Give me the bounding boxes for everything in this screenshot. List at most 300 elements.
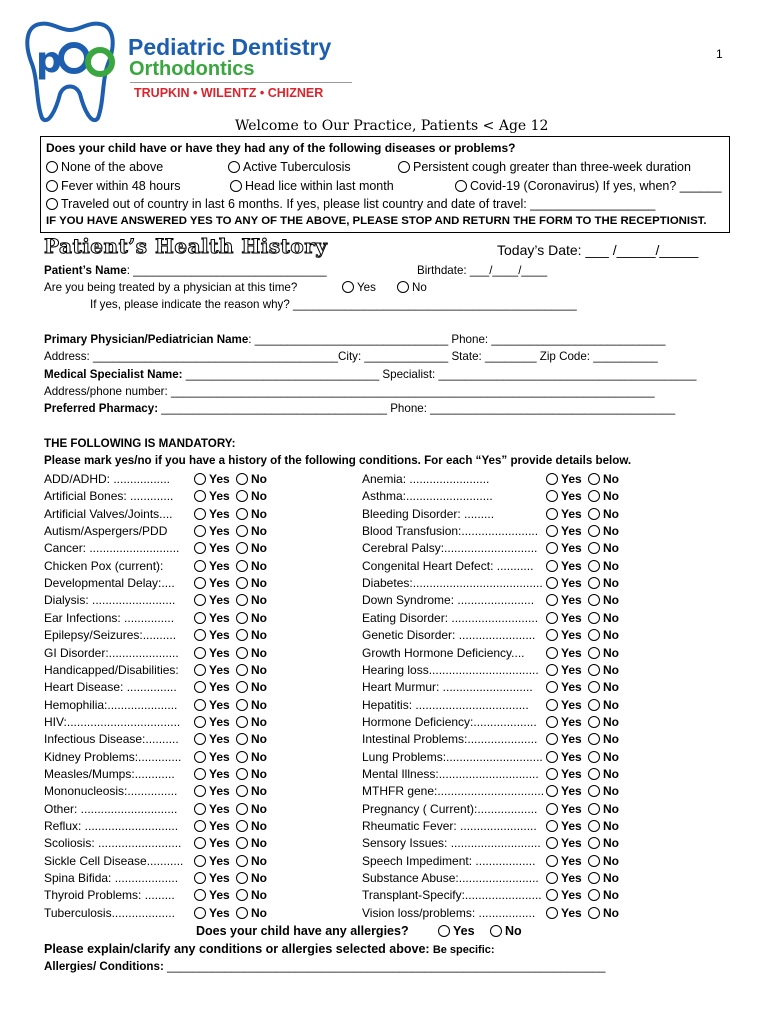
radio-no[interactable] <box>588 647 600 659</box>
allergy-yes[interactable]: Yes <box>438 924 475 938</box>
radio-no[interactable] <box>236 542 248 554</box>
radio-no[interactable] <box>236 473 248 485</box>
condition-yes-option[interactable]: Yes <box>194 523 230 540</box>
radio-yes[interactable] <box>194 751 206 763</box>
radio-allergy-yes[interactable] <box>438 925 450 937</box>
radio-yes[interactable] <box>194 699 206 711</box>
radio-yes[interactable] <box>194 629 206 641</box>
be-specific: Be specific: <box>432 944 495 956</box>
radio-yes[interactable] <box>194 733 206 745</box>
condition-row <box>362 679 682 696</box>
condition-label: Scoliosis: ......................... <box>44 836 182 851</box>
condition-label: Thyroid Problems: ......... <box>44 888 175 903</box>
condition-row <box>362 506 682 523</box>
condition-yes-option[interactable]: Yes <box>546 679 582 696</box>
radio-yes[interactable] <box>546 681 558 693</box>
condition-no-option[interactable]: No <box>236 783 267 800</box>
condition-no-option[interactable]: No <box>588 523 619 540</box>
radio-yes[interactable] <box>546 751 558 763</box>
radio-no[interactable] <box>236 664 248 676</box>
condition-no-option[interactable]: No <box>236 731 267 748</box>
radio-yes[interactable] <box>546 612 558 624</box>
radio-yes[interactable] <box>194 577 206 589</box>
condition-no-option[interactable]: No <box>236 506 267 523</box>
condition-yes-option[interactable]: Yes <box>194 592 230 609</box>
radio-yes[interactable] <box>546 785 558 797</box>
option-tb[interactable]: Active Tuberculosis <box>228 160 351 174</box>
radio-no[interactable] <box>588 751 600 763</box>
radio-yes[interactable] <box>546 820 558 832</box>
radio-yes[interactable] <box>546 647 558 659</box>
condition-yes-option[interactable]: Yes <box>194 818 230 835</box>
radio-yes[interactable] <box>194 855 206 867</box>
condition-no-option[interactable]: No <box>588 749 619 766</box>
condition-label: Ear Infections: ............... <box>44 610 175 625</box>
treated-no[interactable]: No <box>397 281 427 294</box>
condition-yes-option[interactable]: Yes <box>546 887 582 904</box>
condition-row <box>362 749 682 766</box>
condition-no-option[interactable]: No <box>588 558 619 575</box>
condition-yes-option[interactable]: Yes <box>546 835 582 852</box>
condition-row <box>362 662 682 679</box>
condition-label: Spina Bifida: ................... <box>44 871 179 886</box>
condition-no-option[interactable]: No <box>236 610 267 627</box>
radio-no[interactable] <box>588 664 600 676</box>
condition-yes-option[interactable]: Yes <box>546 905 582 922</box>
condition-no-option[interactable]: No <box>588 679 619 696</box>
condition-no-option[interactable]: No <box>588 575 619 592</box>
condition-yes-option[interactable]: Yes <box>194 905 230 922</box>
radio-allergy-no[interactable] <box>490 925 502 937</box>
condition-yes-option[interactable]: Yes <box>194 679 230 696</box>
condition-row <box>362 592 682 609</box>
condition-label: Chicken Pox (current): <box>44 558 164 573</box>
radio-no[interactable] <box>236 699 248 711</box>
radio-no[interactable] <box>588 820 600 832</box>
radio-yes[interactable] <box>546 525 558 537</box>
condition-yes-option[interactable]: Yes <box>546 766 582 783</box>
condition-label: Kidney Problems:............. <box>44 749 182 764</box>
condition-no-option[interactable]: No <box>588 870 619 887</box>
radio-yes[interactable] <box>546 768 558 780</box>
radio-no[interactable] <box>588 785 600 797</box>
condition-row <box>44 905 364 922</box>
radio-no[interactable] <box>588 508 600 520</box>
condition-label: Down Syndrome: ....................... <box>362 593 535 608</box>
condition-label: Bleeding Disorder: ......... <box>362 506 495 521</box>
radio-yes[interactable] <box>546 577 558 589</box>
radio-covid[interactable] <box>455 180 467 192</box>
condition-no-option[interactable]: No <box>236 835 267 852</box>
condition-yes-option[interactable]: Yes <box>546 697 582 714</box>
radio-no[interactable] <box>588 889 600 901</box>
radio-no[interactable] <box>588 612 600 624</box>
condition-label: Diabetes:....................................... <box>362 576 543 591</box>
condition-yes-option[interactable]: Yes <box>546 714 582 731</box>
condition-yes-option[interactable]: Yes <box>194 575 230 592</box>
condition-yes-option[interactable]: Yes <box>194 714 230 731</box>
radio-yes[interactable] <box>194 785 206 797</box>
condition-no-option[interactable]: No <box>588 818 619 835</box>
option-fever[interactable]: Fever within 48 hours <box>46 179 181 193</box>
radio-treated-yes[interactable] <box>342 281 354 293</box>
radio-yes[interactable] <box>546 889 558 901</box>
condition-no-option[interactable]: No <box>236 801 267 818</box>
condition-no-option[interactable]: No <box>588 540 619 557</box>
radio-no[interactable] <box>236 681 248 693</box>
radio-yes[interactable] <box>194 612 206 624</box>
radio-no[interactable] <box>236 594 248 606</box>
condition-yes-option[interactable]: Yes <box>546 523 582 540</box>
radio-yes[interactable] <box>546 855 558 867</box>
condition-label: Eating Disorder: .......................... <box>362 610 539 625</box>
radio-no[interactable] <box>588 490 600 502</box>
allergy-no[interactable]: No <box>490 924 522 938</box>
condition-yes-option[interactable]: Yes <box>546 870 582 887</box>
radio-yes[interactable] <box>194 490 206 502</box>
page-number: 1 <box>716 47 723 61</box>
condition-yes-option[interactable]: Yes <box>194 766 230 783</box>
radio-no[interactable] <box>588 560 600 572</box>
radio-yes[interactable] <box>546 699 558 711</box>
brand-divider <box>130 82 352 83</box>
condition-yes-option[interactable]: Yes <box>194 662 230 679</box>
condition-row <box>44 558 364 575</box>
radio-cough[interactable] <box>398 161 410 173</box>
mandatory-instructions: Please mark yes/no if you have a history of the following conditions. For each “Yes” provide details below. <box>44 454 632 467</box>
patient-name-field[interactable] <box>44 264 327 277</box>
radio-yes[interactable] <box>546 542 558 554</box>
radio-yes[interactable] <box>194 508 206 520</box>
condition-row <box>44 887 364 904</box>
condition-no-option[interactable]: No <box>236 714 267 731</box>
condition-no-option[interactable]: No <box>236 662 267 679</box>
condition-yes-option[interactable]: Yes <box>546 592 582 609</box>
radio-no[interactable] <box>236 560 248 572</box>
radio-no[interactable] <box>588 542 600 554</box>
radio-no[interactable] <box>236 612 248 624</box>
radio-no[interactable] <box>588 594 600 606</box>
condition-no-option[interactable]: No <box>588 610 619 627</box>
condition-yes-option[interactable]: Yes <box>194 488 230 505</box>
condition-yes-option[interactable]: Yes <box>546 506 582 523</box>
condition-label: Rheumatic Fever: ....................... <box>362 819 537 833</box>
condition-row <box>362 905 682 922</box>
radio-yes[interactable] <box>546 560 558 572</box>
condition-no-option[interactable]: No <box>236 905 267 922</box>
condition-row <box>44 506 364 523</box>
condition-yes-option[interactable]: Yes <box>546 749 582 766</box>
radio-no[interactable] <box>236 577 248 589</box>
radio-yes[interactable] <box>194 473 206 485</box>
condition-label: MTHFR gene:................................ <box>362 784 545 799</box>
condition-yes-option[interactable]: Yes <box>546 610 582 627</box>
radio-no[interactable] <box>588 837 600 849</box>
condition-no-option[interactable]: No <box>236 749 267 766</box>
condition-yes-option[interactable]: Yes <box>194 471 230 488</box>
condition-row <box>44 714 364 731</box>
radio-no[interactable] <box>588 525 600 537</box>
condition-yes-option[interactable]: Yes <box>546 627 582 644</box>
radio-yes[interactable] <box>194 664 206 676</box>
condition-yes-option[interactable]: Yes <box>194 627 230 644</box>
condition-row <box>362 887 682 904</box>
radio-travel[interactable] <box>46 198 58 210</box>
condition-label: Reflux: ............................ <box>44 819 179 833</box>
radio-no[interactable] <box>588 872 600 884</box>
condition-yes-option[interactable]: Yes <box>194 506 230 523</box>
radio-no[interactable] <box>588 733 600 745</box>
radio-no[interactable] <box>236 647 248 659</box>
radio-no[interactable] <box>236 837 248 849</box>
condition-label: Congenital Heart Defect: ........... <box>362 558 534 573</box>
radio-no[interactable] <box>236 716 248 728</box>
todays-date[interactable]: Today’s Date: ___ /_____/_____ <box>497 242 699 258</box>
condition-no-option[interactable]: No <box>236 488 267 505</box>
condition-yes-option[interactable]: Yes <box>546 783 582 800</box>
condition-no-option[interactable]: No <box>588 627 619 644</box>
radio-no[interactable] <box>588 699 600 711</box>
condition-yes-option[interactable]: Yes <box>194 749 230 766</box>
condition-no-option[interactable]: No <box>588 714 619 731</box>
condition-no-option[interactable]: No <box>236 818 267 835</box>
radio-yes[interactable] <box>194 542 206 554</box>
condition-no-option[interactable]: No <box>236 853 267 870</box>
radio-no[interactable] <box>236 803 248 815</box>
specialist-field[interactable]: Medical Specialist Name: ______________________________ Specialist: ________________________________________ <box>44 368 697 381</box>
condition-no-option[interactable]: No <box>588 645 619 662</box>
condition-no-option[interactable]: No <box>236 523 267 540</box>
condition-label: ADD/ADHD: ................. <box>44 472 171 486</box>
radio-yes[interactable] <box>194 560 206 572</box>
radio-no[interactable] <box>588 473 600 485</box>
condition-label: Lung Problems:............................. <box>362 749 543 764</box>
condition-no-option[interactable]: No <box>236 697 267 714</box>
condition-no-option[interactable]: No <box>588 783 619 800</box>
condition-row <box>44 645 364 662</box>
radio-fever[interactable] <box>46 180 58 192</box>
radio-no[interactable] <box>236 751 248 763</box>
treated-yes[interactable]: Yes <box>342 281 376 294</box>
logo <box>18 14 138 124</box>
radio-yes[interactable] <box>194 837 206 849</box>
option-none[interactable]: None of the above <box>46 160 163 174</box>
condition-yes-option[interactable]: Yes <box>546 818 582 835</box>
condition-yes-option[interactable]: Yes <box>194 783 230 800</box>
screening-question: Does your child have or have they had any of the following diseases or problems? <box>46 141 516 155</box>
allergies-field[interactable]: Allergies/ Conditions: ____________________________________________________________________ <box>44 960 606 973</box>
radio-no[interactable] <box>236 490 248 502</box>
condition-yes-option[interactable]: Yes <box>194 610 230 627</box>
condition-no-option[interactable]: No <box>588 766 619 783</box>
physician-label: Primary Physician/Pediatrician Name <box>44 333 249 346</box>
radio-yes[interactable] <box>546 594 558 606</box>
condition-row <box>362 575 682 592</box>
radio-yes[interactable] <box>546 872 558 884</box>
radio-yes[interactable] <box>546 490 558 502</box>
radio-no[interactable] <box>236 907 248 919</box>
condition-label: Vision loss/problems: ................. <box>362 905 536 920</box>
condition-yes-option[interactable]: Yes <box>546 801 582 818</box>
radio-yes[interactable] <box>546 473 558 485</box>
condition-no-option[interactable]: No <box>588 853 619 870</box>
radio-no[interactable] <box>236 855 248 867</box>
condition-no-option[interactable]: No <box>236 766 267 783</box>
radio-yes[interactable] <box>546 508 558 520</box>
condition-no-option[interactable]: No <box>588 697 619 714</box>
condition-yes-option[interactable]: Yes <box>546 662 582 679</box>
radio-no[interactable] <box>236 525 248 537</box>
condition-no-option[interactable]: No <box>236 870 267 887</box>
condition-row <box>44 766 364 783</box>
condition-label: Mononucleosis:............... <box>44 784 178 799</box>
condition-row <box>362 853 682 870</box>
radio-lice[interactable] <box>230 180 242 192</box>
condition-row <box>362 558 682 575</box>
radio-treated-no[interactable] <box>397 281 409 293</box>
condition-no-option[interactable]: No <box>236 645 267 662</box>
condition-label: Sensory Issues: ........................... <box>362 836 541 851</box>
condition-yes-option[interactable]: Yes <box>546 471 582 488</box>
radio-no[interactable] <box>588 855 600 867</box>
radio-no[interactable] <box>588 803 600 815</box>
radio-yes[interactable] <box>194 716 206 728</box>
condition-row <box>362 645 682 662</box>
condition-yes-option[interactable]: Yes <box>194 853 230 870</box>
condition-yes-option[interactable]: Yes <box>194 645 230 662</box>
condition-yes-option[interactable]: Yes <box>194 558 230 575</box>
radio-no[interactable] <box>588 768 600 780</box>
radio-yes[interactable] <box>546 837 558 849</box>
pharmacy-field[interactable]: Preferred Pharmacy: ___________________________________ Phone: ______________________________________ <box>44 402 676 415</box>
condition-no-option[interactable]: No <box>236 627 267 644</box>
condition-no-option[interactable]: No <box>236 540 267 557</box>
radio-no[interactable] <box>236 889 248 901</box>
condition-label: Intestinal Problems:..................... <box>362 732 538 747</box>
condition-row <box>362 610 682 627</box>
condition-no-option[interactable]: No <box>588 592 619 609</box>
address-field[interactable]: Address: ______________________________________City: _____________ State: ________ Zip Code: __________ <box>44 350 658 363</box>
stop-warning: IF YOU HAVE ANSWERED YES TO ANY OF THE ABOVE, PLEASE STOP AND RETURN THE FORM TO THE RECEPTIONIST. <box>46 215 707 227</box>
condition-no-option[interactable]: No <box>588 835 619 852</box>
condition-no-option[interactable]: No <box>236 592 267 609</box>
condition-yes-option[interactable]: Yes <box>546 645 582 662</box>
condition-no-option[interactable]: No <box>588 801 619 818</box>
condition-label: Mental Illness:.............................. <box>362 766 539 781</box>
birthdate-field[interactable]: Birthdate: ___/____/____ <box>417 264 548 277</box>
condition-yes-option[interactable]: Yes <box>546 853 582 870</box>
condition-yes-option[interactable]: Yes <box>194 835 230 852</box>
reason-field[interactable]: If yes, please indicate the reason why? ____________________________________________ <box>90 298 577 311</box>
radio-no[interactable] <box>588 577 600 589</box>
condition-no-option[interactable]: No <box>588 731 619 748</box>
condition-no-option[interactable]: No <box>588 506 619 523</box>
tooth-logo-icon <box>18 14 138 124</box>
radio-no[interactable] <box>588 907 600 919</box>
radio-yes[interactable] <box>546 733 558 745</box>
condition-no-option[interactable]: No <box>588 662 619 679</box>
condition-no-option[interactable]: No <box>236 558 267 575</box>
radio-none[interactable] <box>46 161 58 173</box>
condition-row <box>44 835 364 852</box>
radio-yes[interactable] <box>194 681 206 693</box>
condition-yes-option[interactable]: Yes <box>194 697 230 714</box>
radio-no[interactable] <box>588 629 600 641</box>
radio-tb[interactable] <box>228 161 240 173</box>
radio-no[interactable] <box>236 768 248 780</box>
condition-yes-option[interactable]: Yes <box>546 558 582 575</box>
condition-yes-option[interactable]: Yes <box>194 887 230 904</box>
condition-row <box>44 662 364 679</box>
radio-yes[interactable] <box>194 820 206 832</box>
condition-row <box>362 471 682 488</box>
condition-no-option[interactable]: No <box>588 905 619 922</box>
doctor-names: TRUPKIN • WILENTZ • CHIZNER <box>134 86 324 100</box>
radio-yes[interactable] <box>194 907 206 919</box>
radio-no[interactable] <box>236 785 248 797</box>
radio-yes[interactable] <box>194 768 206 780</box>
condition-yes-option[interactable]: Yes <box>194 870 230 887</box>
radio-no[interactable] <box>236 872 248 884</box>
condition-yes-option[interactable]: Yes <box>194 540 230 557</box>
condition-no-option[interactable]: No <box>236 679 267 696</box>
radio-yes[interactable] <box>194 889 206 901</box>
condition-yes-option[interactable]: Yes <box>194 731 230 748</box>
radio-no[interactable] <box>236 733 248 745</box>
radio-yes[interactable] <box>194 647 206 659</box>
option-cough[interactable]: Persistent cough greater than three-week duration <box>398 160 691 174</box>
condition-label: Speech Impediment: .................. <box>362 853 536 868</box>
address-phone-field[interactable]: Address/phone number: ___________________________________________________________________________ <box>44 385 655 398</box>
physician-field[interactable]: Primary Physician/Pediatrician Name: ______________________________ Phone: ___________________________ <box>44 333 666 346</box>
condition-label: Infectious Disease:.......... <box>44 732 179 747</box>
radio-yes[interactable] <box>194 803 206 815</box>
condition-no-option[interactable]: No <box>588 887 619 904</box>
condition-yes-option[interactable]: Yes <box>194 801 230 818</box>
radio-no[interactable] <box>236 508 248 520</box>
condition-row <box>362 835 682 852</box>
radio-yes[interactable] <box>194 594 206 606</box>
radio-yes[interactable] <box>546 716 558 728</box>
radio-no[interactable] <box>588 716 600 728</box>
condition-no-option[interactable]: No <box>236 575 267 592</box>
radio-yes[interactable] <box>194 525 206 537</box>
radio-yes[interactable] <box>546 629 558 641</box>
option-lice[interactable]: Head lice within last month <box>230 179 394 193</box>
condition-row <box>362 540 682 557</box>
radio-no[interactable] <box>236 820 248 832</box>
condition-label: Developmental Delay:.... <box>44 576 175 591</box>
option-travel[interactable]: Traveled out of country in last 6 months. If yes, please list country and date of travel: __________________ <box>46 197 655 211</box>
radio-yes[interactable] <box>546 664 558 676</box>
radio-no[interactable] <box>588 681 600 693</box>
radio-yes[interactable] <box>194 872 206 884</box>
radio-yes[interactable] <box>546 907 558 919</box>
condition-row <box>44 540 364 557</box>
condition-no-option[interactable]: No <box>588 488 619 505</box>
condition-yes-option[interactable]: Yes <box>546 731 582 748</box>
condition-label: Asthma:.......................... <box>362 489 493 504</box>
option-covid[interactable]: Covid-19 (Coronavirus) If yes, when? ______ <box>455 179 722 193</box>
radio-no[interactable] <box>236 629 248 641</box>
condition-no-option[interactable]: No <box>236 887 267 904</box>
condition-yes-option[interactable]: Yes <box>546 575 582 592</box>
condition-yes-option[interactable]: Yes <box>546 488 582 505</box>
condition-no-option[interactable]: No <box>588 471 619 488</box>
condition-no-option[interactable]: No <box>236 471 267 488</box>
radio-yes[interactable] <box>546 803 558 815</box>
condition-yes-option[interactable]: Yes <box>546 540 582 557</box>
